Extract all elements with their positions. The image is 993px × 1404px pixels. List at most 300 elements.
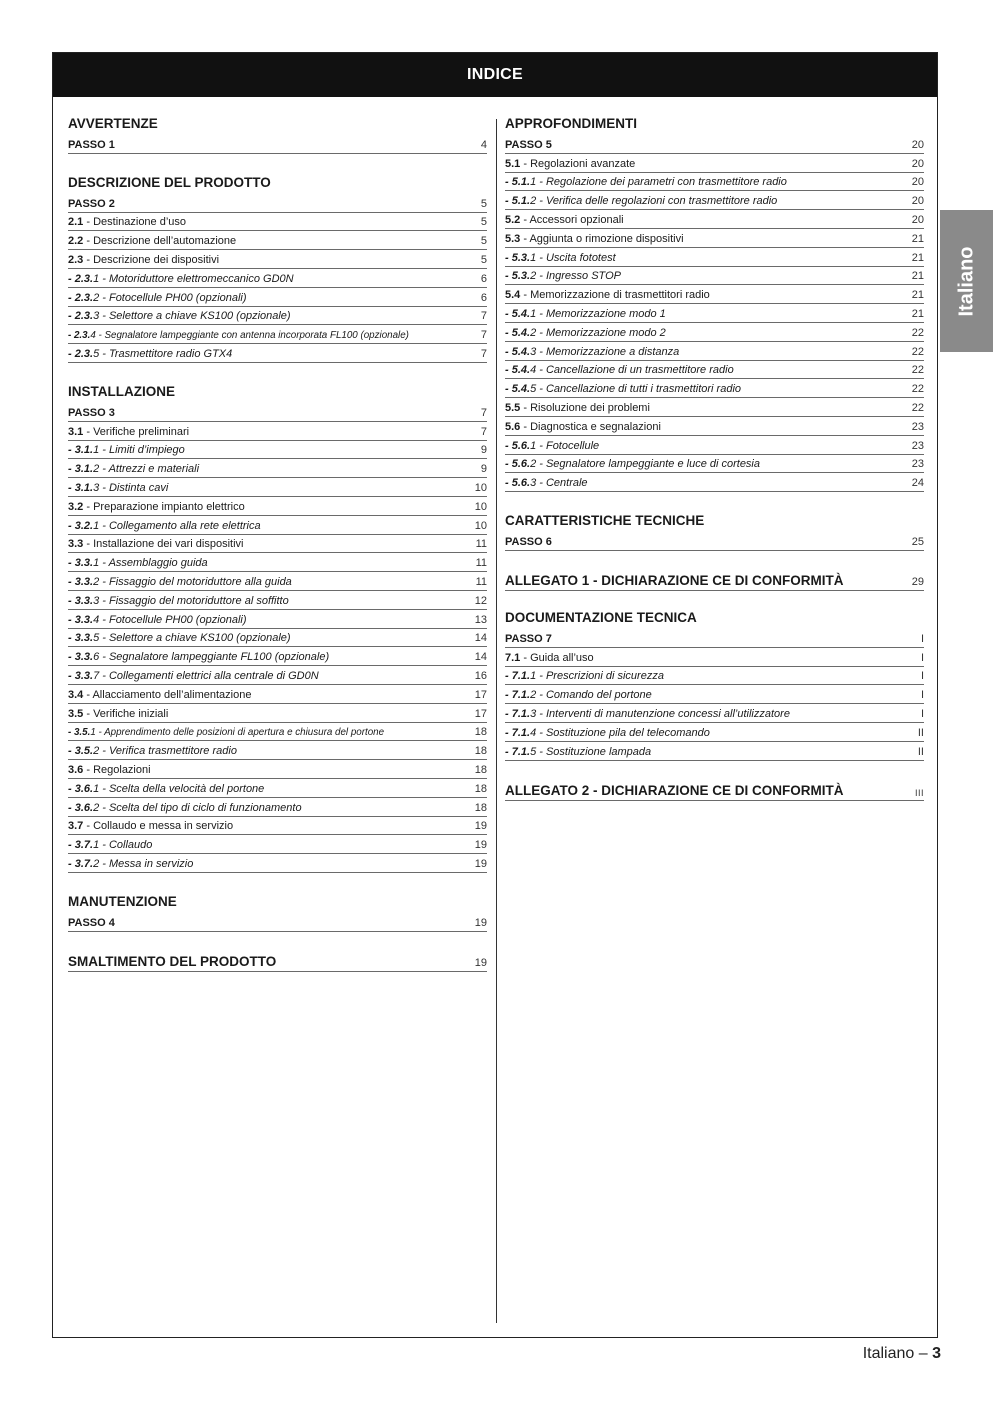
toc-entry-page: 16 [474, 669, 487, 682]
toc-entry-number: - 3.6. [68, 801, 94, 814]
toc-entry-number: - 3.3. [68, 613, 94, 626]
toc-entry-label [505, 727, 912, 739]
toc-entry[interactable] [68, 231, 487, 250]
toc-entry-label [68, 538, 470, 550]
toc-entry-page: I [920, 670, 924, 683]
toc-entry-number: 5.5 [505, 401, 521, 414]
section-title: CARATTERISTICHE TECNICHE [505, 513, 705, 529]
toc-entry-number: - 5.4. [505, 345, 531, 358]
toc-entry-text: - Guida all’uso [520, 651, 594, 664]
toc-entry-number: - 5.6. [505, 439, 531, 452]
toc-entry-page: 19 [474, 857, 487, 870]
toc-entry-page: 7 [480, 329, 487, 342]
toc-entry-page: 7 [480, 406, 487, 419]
toc-entry-label [505, 346, 906, 358]
toc-entry[interactable] [68, 516, 487, 535]
toc-entry-text: - Aggiunta o rimozione dispositivi [520, 232, 684, 245]
toc-entry-label [68, 764, 469, 776]
toc-entry[interactable] [68, 741, 487, 760]
toc-entry-page: 21 [911, 270, 924, 283]
toc-entry-text: 1 - Collegamento alla rete elettrica [93, 519, 261, 532]
toc-entry[interactable] [68, 497, 487, 516]
toc-entry-number: - 3.1. [68, 481, 94, 494]
toc-entry[interactable] [505, 742, 924, 761]
language-side-tab [940, 210, 993, 352]
toc-entry-text: 2 - Ingresso STOP [530, 270, 621, 283]
toc-entry-page: 7 [480, 347, 487, 360]
toc-entry-label [68, 595, 469, 607]
toc-entry[interactable] [68, 572, 487, 591]
toc-entry-number: - 7.1. [505, 745, 531, 758]
toc-entry-page: 20 [911, 138, 924, 151]
toc-entry[interactable] [505, 154, 924, 173]
toc-entry-page: 10 [474, 519, 487, 532]
column-divider [496, 119, 497, 1323]
toc-entry[interactable] [505, 455, 924, 474]
toc-entry-text: PASSO 4 [68, 916, 115, 929]
toc-entry-text: - Descrizione dell’automazione [83, 235, 237, 248]
toc-entry[interactable] [505, 704, 924, 723]
toc-entry-number: - 3.5. [68, 745, 94, 758]
toc-entry[interactable] [68, 760, 487, 779]
toc-entry[interactable] [68, 798, 487, 817]
toc-entry[interactable] [68, 723, 487, 742]
toc-entry-text: - Destinazione d’uso [83, 216, 187, 229]
section-title: MANUTENZIONE [68, 893, 177, 909]
footer-page-number: 3 [932, 1345, 941, 1362]
toc-entry-label [505, 364, 906, 376]
toc-single-entry[interactable] [68, 952, 487, 972]
toc-entry-page: 22 [911, 326, 924, 339]
toc-entry[interactable] [68, 835, 487, 854]
toc-entry[interactable] [68, 307, 487, 326]
toc-entry-label [505, 670, 915, 682]
toc-entry[interactable] [505, 285, 924, 304]
toc-entry-label [68, 407, 475, 419]
toc-entry-page: 5 [480, 197, 487, 210]
toc-entry-label [505, 233, 906, 245]
toc-entry-label [68, 292, 475, 304]
toc-entry-number: - 3.3. [68, 632, 94, 645]
toc-entry-text: 2 - Verifica trasmettitore radio [93, 745, 237, 758]
toc-entry-text: - Verifiche iniziali [83, 707, 169, 720]
toc-entry-label [505, 270, 906, 282]
toc-entry[interactable] [68, 459, 487, 478]
toc-entry-label [68, 216, 475, 228]
toc-entry-number: - 3.3. [68, 651, 94, 664]
toc-entry-page: 23 [911, 420, 924, 433]
toc-entry[interactable] [68, 854, 487, 873]
toc-entry-label [505, 252, 906, 264]
toc-entry[interactable] [505, 248, 924, 267]
footer-separator: – [918, 1345, 928, 1362]
toc-entry-text: - Installazione dei vari dispositivi [83, 538, 244, 551]
toc-frame [52, 52, 938, 1338]
toc-entry-label [68, 820, 469, 832]
toc-entry-text: 2 - Scelta del tipo di ciclo di funzionamento [93, 801, 302, 814]
toc-entry-page: 29 [911, 575, 924, 588]
toc-entry-text: 1 - Scelta della velocità del portone [93, 782, 265, 795]
toc-entry-page: I [920, 651, 924, 664]
footer-language: Italiano [862, 1345, 915, 1362]
toc-entry-number: 2.1 [68, 216, 84, 229]
toc-entry-text: - Allacciamento dell’alimentazione [83, 688, 252, 701]
section-title: AVVERTENZE [68, 116, 158, 131]
toc-entry-label [505, 440, 906, 452]
toc-single-entry[interactable] [505, 571, 924, 591]
toc-entry[interactable] [68, 441, 487, 460]
toc-entry-page: 11 [475, 575, 487, 588]
toc-entry[interactable] [505, 723, 924, 742]
toc-entry-label [68, 198, 475, 210]
toc-entry-text: 4 - Sostituzione pila del telecomando [530, 726, 710, 739]
toc-entry[interactable] [68, 478, 487, 497]
toc-entry-label [505, 289, 906, 301]
toc-entry-text: PASSO 7 [505, 632, 552, 645]
toc-entry[interactable] [505, 173, 924, 192]
toc-entry-page: 22 [911, 364, 924, 377]
toc-entry-label [68, 917, 469, 929]
toc-entry-page: 21 [911, 232, 924, 245]
toc-entry-text: - Accessori opzionali [520, 213, 624, 226]
toc-entry-text: - Descrizione dei dispositivi [83, 253, 220, 266]
toc-entry-text: 5 - Sostituzione lampada [530, 745, 652, 758]
toc-entry-number: - 5.3. [505, 270, 531, 283]
toc-entry-text: 1 - Memorizzazione modo 1 [530, 307, 666, 320]
toc-entry[interactable] [505, 135, 924, 154]
toc-entry-page: 5 [480, 253, 487, 266]
toc-entry-number: - 7.1. [505, 689, 531, 702]
toc-entry-page: 11 [475, 557, 487, 570]
toc-section [505, 609, 924, 761]
toc-entry-label [68, 802, 469, 814]
toc-entry[interactable] [68, 422, 487, 441]
toc-section [68, 115, 487, 154]
toc-entry-label [68, 235, 475, 247]
toc-entry-text: 5 - Cancellazione di tutti i trasmettitori radio [530, 383, 742, 396]
toc-entry-text: - Verifiche preliminari [83, 425, 190, 438]
toc-entry[interactable] [68, 685, 487, 704]
toc-entry[interactable] [68, 647, 487, 666]
toc-entry-label [68, 501, 469, 513]
toc-entry-text: 4 - Cancellazione di un trasmettitore radio [530, 364, 734, 377]
toc-entry-number: - 2.3. [68, 330, 91, 342]
toc-entry[interactable] [68, 344, 487, 363]
section-title: INSTALLAZIONE [68, 383, 175, 399]
toc-entry-text: PASSO 6 [505, 535, 552, 548]
toc-entry-page: 13 [474, 613, 487, 626]
toc-entry[interactable] [505, 304, 924, 323]
toc-entry-page: I [920, 632, 924, 645]
toc-entry-label [68, 783, 469, 795]
toc-entry[interactable] [505, 267, 924, 286]
toc-entry-number: 3.2 [68, 500, 84, 513]
toc-entry-number: 5.4 [505, 289, 521, 302]
toc-entry-text: 3 - Fissaggio del motoriduttore al soffitto [93, 594, 289, 607]
toc-entry-label [68, 839, 469, 851]
toc-entry-page: 17 [474, 688, 487, 701]
toc-entry-text: 5 - Selettore a chiave KS100 (opzionale) [93, 632, 291, 645]
toc-entry-page: 20 [911, 157, 924, 170]
toc-entry-label [505, 477, 906, 489]
toc-entry[interactable] [68, 610, 487, 629]
toc-entry-page: 6 [480, 272, 487, 285]
toc-section [68, 174, 487, 363]
section-title: DOCUMENTAZIONE TECNICA [505, 609, 697, 625]
toc-entry-text: 3 - Centrale [530, 477, 588, 490]
toc-entry[interactable] [505, 398, 924, 417]
toc-entry-page: 9 [480, 463, 487, 476]
toc-entry-text: - Risoluzione dei problemi [520, 401, 650, 414]
toc-entry-label [68, 273, 475, 285]
toc-entry-number: - 3.3. [68, 669, 94, 682]
toc-entry-number: - 5.4. [505, 307, 531, 320]
toc-entry-label [505, 458, 906, 470]
toc-entry-page: 21 [911, 307, 924, 320]
toc-entry-text: PASSO 5 [505, 138, 552, 151]
toc-entry-page: 23 [911, 458, 924, 471]
toc-entry-page: II [917, 726, 924, 739]
toc-entry-text: PASSO 1 [68, 138, 115, 151]
toc-entry-page: 18 [474, 763, 487, 776]
toc-entry[interactable] [68, 250, 487, 269]
toc-entry-number: - 2.3. [68, 347, 94, 360]
section-title: ALLEGATO 1 - DICHIARAZIONE CE DI CONFORMITÀ [505, 572, 844, 588]
toc-entry-text: 1 - Fotocellule [530, 439, 600, 452]
toc-entry-label [68, 614, 469, 626]
toc-entry-label [68, 444, 475, 456]
toc-entry-text: 3 - Distinta cavi [93, 481, 169, 494]
toc-entry-text: 2 - Fissaggio del motoriduttore alla guida [93, 575, 292, 588]
toc-section [68, 893, 487, 932]
toc-entry-label [505, 214, 906, 226]
toc-entry-label [68, 426, 475, 438]
toc-entry-number: - 3.1. [68, 463, 94, 476]
toc-entry-text: 4 - Segnalatore lampeggiante con antenna incorporata FL100 (opzionale) [90, 330, 409, 342]
toc-entry-page: 20 [911, 195, 924, 208]
toc-entry-label [505, 327, 906, 339]
toc-entry-text: 2 - Memorizzazione modo 2 [530, 326, 666, 339]
toc-section [505, 115, 924, 492]
toc-entry-number: - 5.1. [505, 195, 531, 208]
index-title: INDICE [466, 66, 524, 83]
toc-entry-label [505, 708, 915, 720]
toc-entry-text: 1 - Collaudo [93, 839, 153, 852]
toc-entry[interactable] [505, 417, 924, 436]
toc-entry-label [68, 520, 469, 532]
toc-entry-label [68, 708, 469, 720]
side-tab-label: Italiano [955, 245, 978, 317]
toc-entry-label [68, 689, 469, 701]
page-footer [863, 1345, 941, 1363]
toc-entry-number: 3.1 [68, 425, 84, 438]
toc-entry-number: 3.6 [68, 763, 84, 776]
toc-entry[interactable] [68, 535, 487, 554]
toc-entry-number: - 5.6. [505, 477, 531, 490]
toc-entry-text: 3 - Selettore a chiave KS100 (opzionale) [93, 310, 291, 323]
toc-entry-page: 9 [480, 444, 487, 457]
toc-entry[interactable] [68, 135, 487, 154]
toc-entry-page: I [920, 707, 924, 720]
toc-entry[interactable] [68, 553, 487, 572]
toc-entry-number: - 2.3. [68, 310, 94, 323]
toc-entry-label [505, 195, 906, 207]
toc-entry-text: 1 - Uscita fototest [530, 251, 616, 264]
toc-entry[interactable] [505, 648, 924, 667]
toc-entry-page: 25 [911, 535, 924, 548]
toc-entry[interactable] [505, 685, 924, 704]
toc-entry-text: 1 - Prescrizioni di sicurezza [530, 670, 664, 683]
toc-entry-label [505, 689, 915, 701]
toc-entry-text: 1 - Apprendimento delle posizioni di apertura e chiusura del portone [90, 727, 385, 739]
toc-right-column [505, 115, 924, 819]
toc-entry-text: - Regolazioni [83, 763, 151, 776]
toc-entry-number: - 2.3. [68, 272, 94, 285]
toc-entry-label [505, 746, 912, 758]
toc-entry-page: II [917, 745, 924, 758]
toc-entry-page: 18 [474, 782, 487, 795]
toc-entry[interactable] [505, 473, 924, 492]
toc-entry-number: 3.4 [68, 688, 84, 701]
toc-entry-label [68, 463, 475, 475]
toc-entry-page: 19 [474, 916, 487, 929]
toc-section [68, 383, 487, 873]
toc-entry-number: - 3.5. [68, 727, 91, 739]
section-title: ALLEGATO 2 - DICHIARAZIONE CE DI CONFORMITÀ [505, 782, 844, 798]
toc-entry-number: - 3.3. [68, 594, 94, 607]
toc-entry-number: - 5.4. [505, 364, 531, 377]
toc-entry-label [505, 421, 906, 433]
toc-entry-text: 2 - Comando del portone [530, 689, 652, 702]
toc-entry[interactable] [68, 913, 487, 932]
toc-entry-page: 6 [480, 291, 487, 304]
toc-entry[interactable] [505, 361, 924, 380]
toc-entry-label [68, 858, 469, 870]
toc-entry-number: - 3.3. [68, 557, 94, 570]
toc-entry-label [505, 536, 906, 548]
toc-entry-number: - 3.2. [68, 519, 94, 532]
toc-entry-page: 10 [474, 481, 487, 494]
toc-entry[interactable] [68, 213, 487, 232]
toc-entry-number: - 5.1. [505, 176, 531, 189]
section-title: APPROFONDIMENTI [505, 116, 638, 131]
toc-entry-text: - Preparazione impianto elettrico [83, 500, 245, 513]
toc-entry[interactable] [68, 817, 487, 836]
index-header [53, 53, 937, 97]
toc-entry-label [505, 158, 906, 170]
toc-entry-text: PASSO 3 [68, 406, 115, 419]
toc-entry-page: 20 [911, 213, 924, 226]
toc-entry-page: 19 [474, 956, 487, 969]
toc-section [505, 512, 924, 551]
toc-entry[interactable] [68, 629, 487, 648]
toc-entry-text: 5 - Trasmettitore radio GTX4 [93, 347, 233, 360]
toc-entry-text: 1 - Regolazione dei parametri con trasmettitore radio [530, 176, 787, 189]
toc-entry[interactable] [68, 269, 487, 288]
toc-entry-number: 7.1 [505, 651, 521, 664]
toc-entry-number: - 5.4. [505, 326, 531, 339]
toc-entry-label [505, 383, 906, 395]
toc-entry-number: - 5.4. [505, 383, 531, 396]
toc-entry-label [68, 254, 475, 266]
toc-entry[interactable] [505, 191, 924, 210]
toc-entry-label [505, 139, 906, 151]
toc-entry-text: 6 - Segnalatore lampeggiante FL100 (opzionale) [93, 651, 330, 664]
toc-entry-label [505, 633, 915, 645]
toc-entry[interactable] [505, 229, 924, 248]
toc-entry-label [68, 348, 475, 360]
toc-entry-label [68, 482, 469, 494]
toc-entry[interactable] [68, 403, 487, 422]
toc-entry-page: 19 [474, 820, 487, 833]
toc-entry-number: - 5.3. [505, 251, 531, 264]
toc-entry-number: 2.2 [68, 235, 84, 248]
toc-entry-number: 5.3 [505, 232, 521, 245]
toc-entry-text: 2 - Verifica delle regolazioni con trasmettitore radio [530, 195, 778, 208]
section-title: DESCRIZIONE DEL PRODOTTO [68, 174, 271, 190]
toc-entry-page: 14 [474, 651, 487, 664]
toc-entry[interactable] [68, 779, 487, 798]
toc-entry-page: 7 [480, 425, 487, 438]
toc-entry-number: - 7.1. [505, 726, 531, 739]
toc-entry[interactable] [505, 342, 924, 361]
toc-entry-number: 5.1 [505, 157, 521, 170]
toc-entry[interactable] [505, 210, 924, 229]
toc-entry[interactable] [505, 532, 924, 551]
toc-entry-page: 11 [475, 538, 487, 551]
toc-entry[interactable] [68, 704, 487, 723]
toc-entry-text: 2 - Fotocellule PH00 (opzionali) [93, 291, 247, 304]
toc-entry-page: 21 [911, 289, 924, 302]
toc-entry-label [505, 308, 906, 320]
toc-entry[interactable] [68, 194, 487, 213]
toc-entry[interactable] [505, 379, 924, 398]
toc-entry-text: 7 - Collegamenti elettrici alla centrale di GD0N [93, 669, 319, 682]
toc-entry-number: - 7.1. [505, 707, 531, 720]
toc-entry-page: 5 [480, 216, 487, 229]
toc-entry-number: - 5.6. [505, 458, 531, 471]
toc-entry[interactable] [505, 629, 924, 648]
toc-entry[interactable] [68, 288, 487, 307]
toc-entry-page: III [914, 787, 924, 798]
toc-entry-page: 18 [474, 801, 487, 814]
toc-entry-text: 2 - Messa in servizio [93, 857, 194, 870]
toc-entry[interactable] [68, 666, 487, 685]
toc-entry-page: 18 [474, 726, 487, 739]
toc-entry-label [68, 727, 469, 738]
toc-entry[interactable] [505, 436, 924, 455]
toc-entry-label [68, 745, 469, 757]
toc-entry[interactable] [68, 325, 487, 344]
toc-entry-text: - Memorizzazione di trasmettitori radio [520, 289, 710, 302]
toc-single-entry[interactable] [505, 781, 924, 801]
toc-entry[interactable] [505, 323, 924, 342]
toc-left-column [68, 115, 487, 990]
toc-entry-text: - Diagnostica e segnalazioni [520, 420, 661, 433]
toc-entry-number: 3.3 [68, 538, 84, 551]
toc-entry-label [505, 652, 915, 664]
toc-entry-page: 24 [911, 477, 924, 490]
toc-entry-label [68, 310, 475, 322]
toc-entry[interactable] [505, 667, 924, 686]
toc-entry[interactable] [68, 591, 487, 610]
toc-entry-number: 5.6 [505, 420, 521, 433]
toc-entry-page: 20 [911, 176, 924, 189]
toc-entry-text: 2 - Attrezzi e materiali [93, 463, 200, 476]
toc-entry-page: 17 [474, 707, 487, 720]
toc-entry-number: - 2.3. [68, 291, 94, 304]
toc-entry-page: I [920, 689, 924, 702]
